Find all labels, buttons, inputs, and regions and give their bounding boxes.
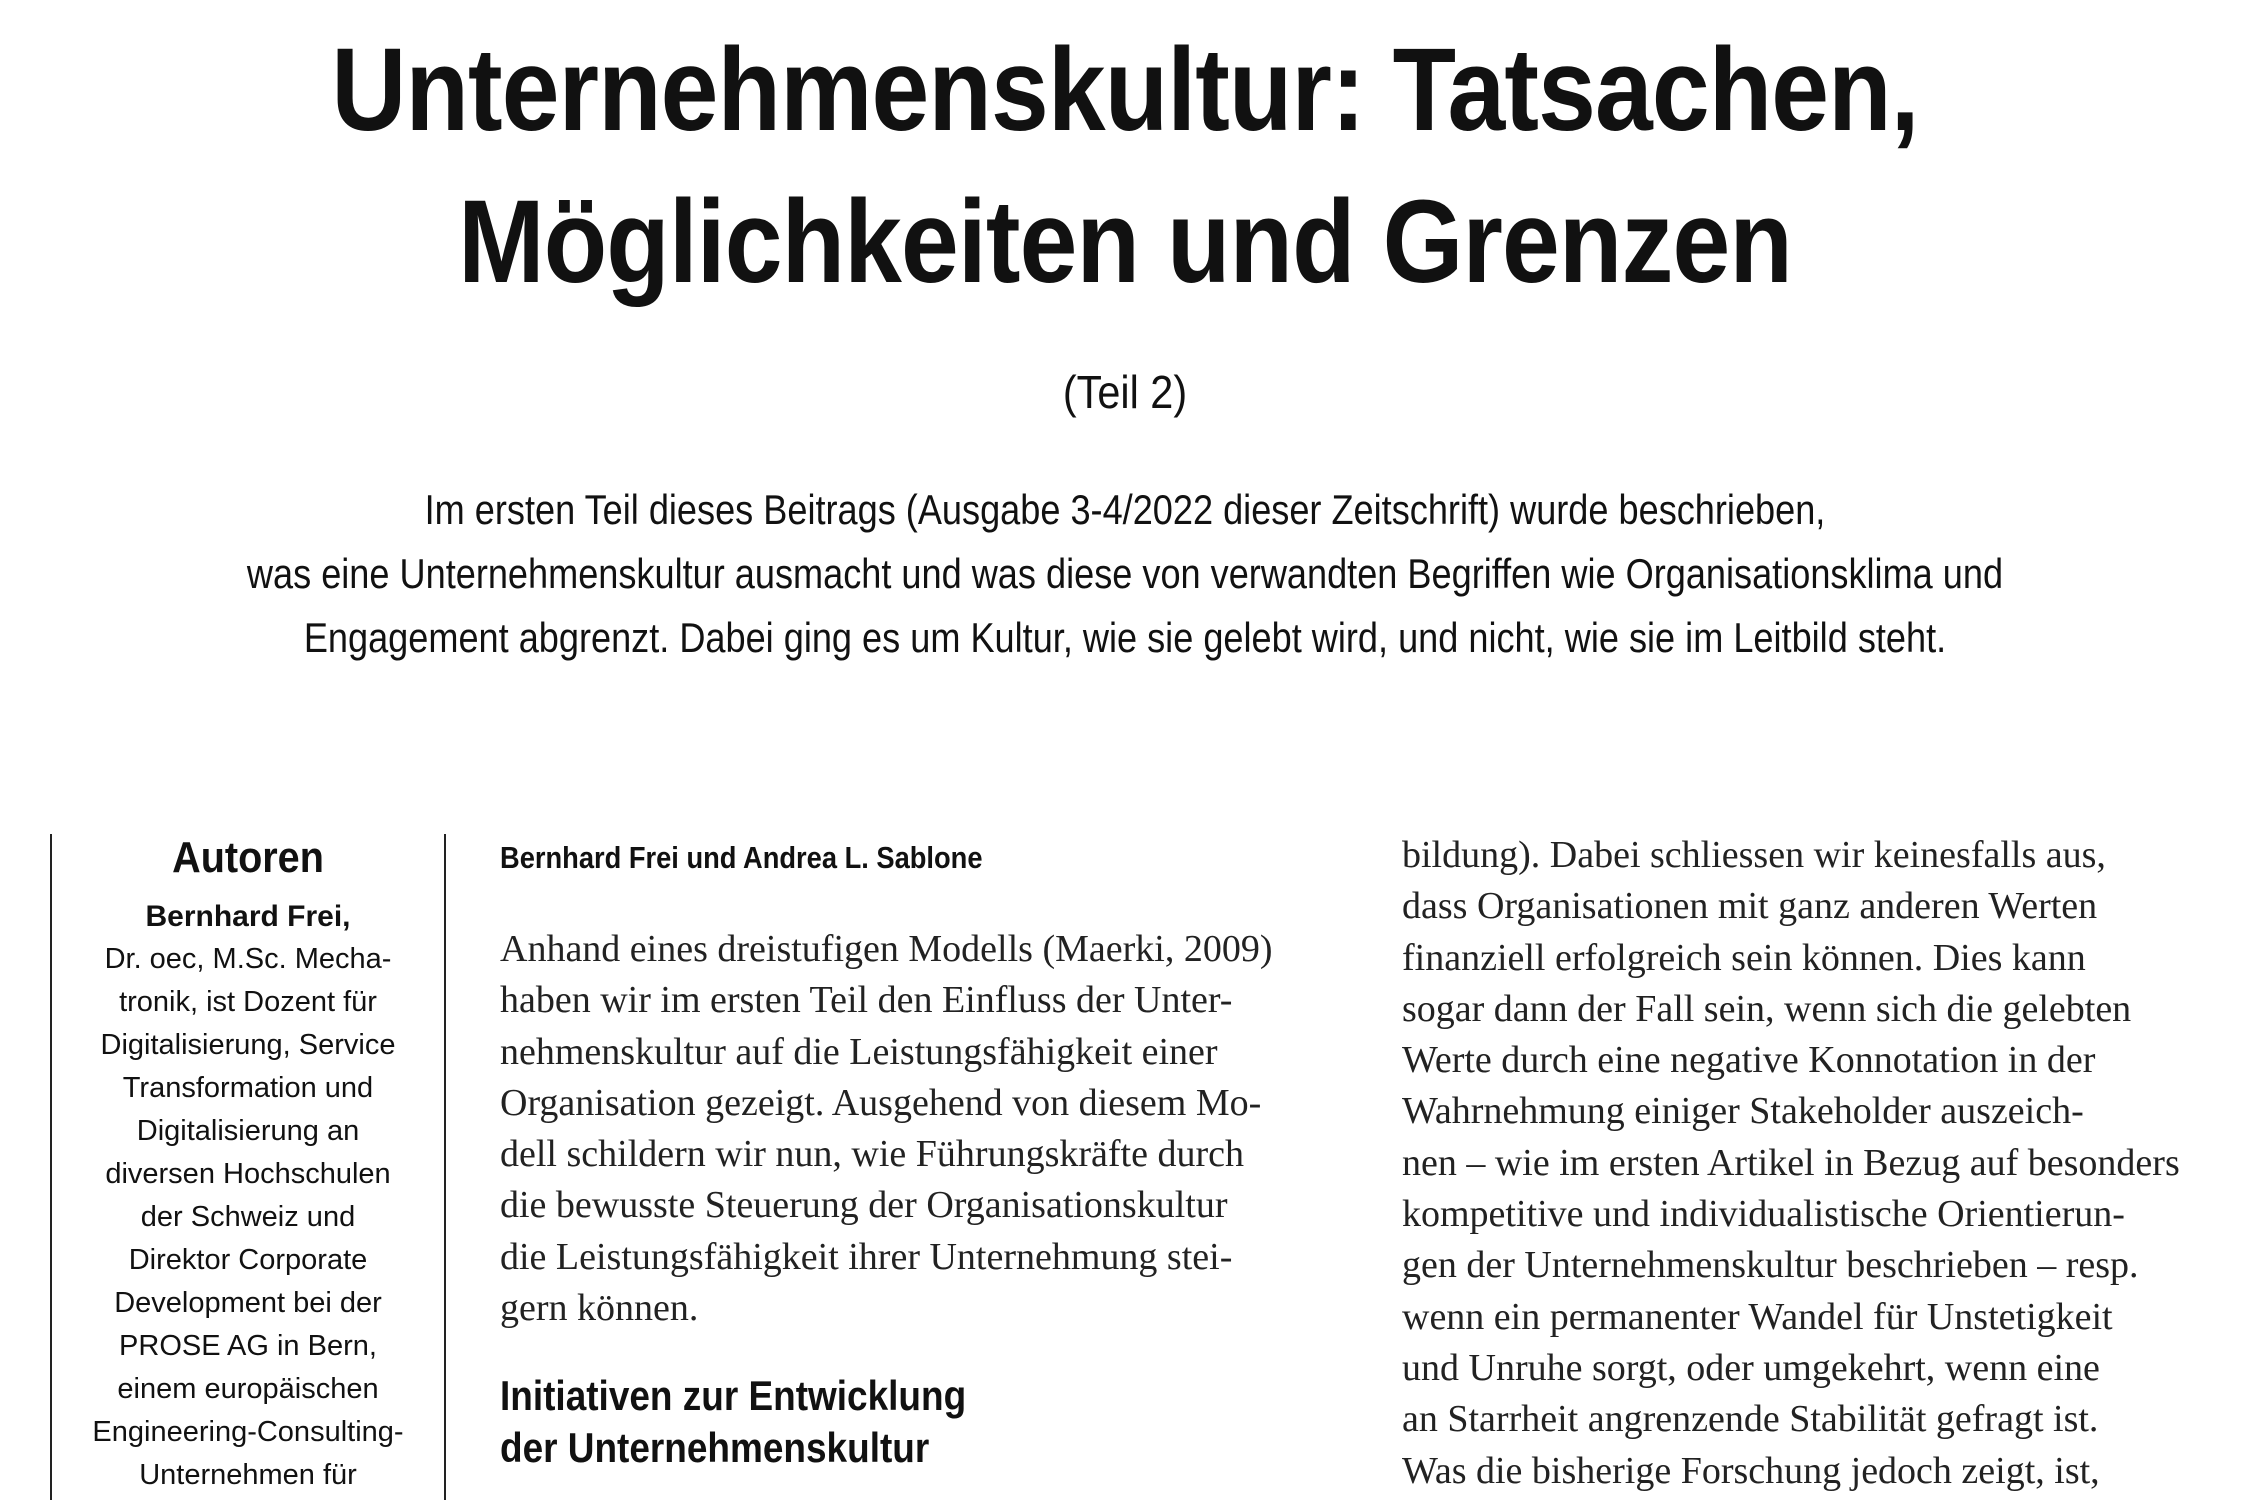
authors-heading: Autoren xyxy=(172,834,324,882)
bio-line: tronik, ist Dozent für xyxy=(119,986,377,1018)
bio-line: Engineering-Consulting- xyxy=(92,1416,404,1448)
bio-line: einem europäischen xyxy=(117,1373,379,1405)
lead-paragraph xyxy=(158,478,2093,670)
right-column-text xyxy=(1402,830,2250,1497)
text-line: wenn ein permanenter Wandel für Unstetigkeit xyxy=(1402,1295,2113,1338)
text-line: kompetitive und individualistische Orientierun- xyxy=(1402,1193,2125,1236)
article-title xyxy=(135,14,2115,318)
author-bio xyxy=(52,938,444,1497)
text-line: und Unruhe sorgt, oder umgekehrt, wenn eine xyxy=(1402,1346,2100,1389)
paragraph-line: Anhand eines dreistufigen Modells (Maerki, 2009) xyxy=(500,928,1273,970)
bio-line: Development bei der xyxy=(114,1287,382,1319)
bio-line: Dr. oec, M.Sc. Mecha- xyxy=(104,943,392,975)
authors-sidebar xyxy=(50,834,446,1500)
title-line: Möglichkeiten und Grenzen xyxy=(458,176,1792,308)
text-line: gen der Unternehmenskultur beschrieben – resp. xyxy=(1402,1244,2139,1287)
text-line: an Starrheit angrenzende Stabilität gefragt ist. xyxy=(1402,1398,2099,1441)
intro-paragraph xyxy=(500,924,1360,1334)
bio-line: PROSE AG in Bern, xyxy=(119,1330,377,1362)
bio-line: Digitalisierung, Service xyxy=(100,1029,396,1061)
text-line: nen – wie im ersten Artikel in Bezug auf besonders xyxy=(1402,1141,2180,1184)
text-line: Was die bisherige Forschung jedoch zeigt, ist, xyxy=(1402,1449,2100,1492)
lead-line: Im ersten Teil dieses Beitrags (Ausgabe 3-4/2022 dieser Zeitschrift) wurde beschrieben, xyxy=(424,486,1826,533)
byline: Bernhard Frei und Andrea L. Sablone xyxy=(500,840,983,875)
bio-line: Unternehmen für xyxy=(139,1459,357,1491)
paragraph-line: die bewusste Steuerung der Organisationskultur xyxy=(500,1184,1228,1227)
heading-line: Initiativen zur Entwicklung xyxy=(500,1372,967,1420)
text-line: Werte durch eine negative Konnotation in der xyxy=(1402,1039,2096,1082)
heading-line: der Unternehmenskultur xyxy=(500,1424,930,1472)
paragraph-line: gern können. xyxy=(500,1287,699,1330)
bio-line: Transformation und xyxy=(122,1072,374,1104)
lead-line: Engagement abgrenzt. Dabei ging es um Kultur, wie sie gelebt wird, und nicht, wie sie im Leitbild steht. xyxy=(303,614,1947,661)
text-line: bildung). Dabei schliessen wir keinesfalls aus, xyxy=(1402,834,2106,876)
paragraph-line: nehmenskultur auf die Leistungsfähigkeit einer xyxy=(500,1030,1218,1073)
bio-line: Direktor Corporate xyxy=(128,1244,368,1276)
middle-column xyxy=(500,834,1360,1474)
bio-line: diversen Hochschulen xyxy=(105,1158,391,1190)
paragraph-line: haben wir im ersten Teil den Einfluss der Unter- xyxy=(500,979,1233,1022)
title-line: Unternehmenskultur: Tatsachen, xyxy=(331,24,1919,156)
section-heading xyxy=(500,1370,1257,1474)
bio-line: der Schweiz und xyxy=(140,1201,356,1233)
paragraph-line: die Leistungsfähigkeit ihrer Unternehmung stei- xyxy=(500,1235,1233,1278)
author-name: Bernhard Frei, xyxy=(145,900,351,933)
lead-line: was eine Unternehmenskultur ausmacht und was diese von verwandten Begriffen wie Organisationsklima und xyxy=(246,550,2004,597)
bio-line: Digitalisierung an xyxy=(136,1115,360,1147)
text-line: finanziell erfolgreich sein können. Dies kann xyxy=(1402,936,2086,979)
text-line: dass Organisationen mit ganz anderen Werten xyxy=(1402,885,2098,928)
part-label: (Teil 2) xyxy=(1062,366,1188,418)
paragraph-line: dell schildern wir nun, wie Führungskräfte durch xyxy=(500,1133,1244,1176)
paragraph-line: Organisation gezeigt. Ausgehend von diesem Mo- xyxy=(500,1081,1262,1124)
text-line: sogar dann der Fall sein, wenn sich die gelebten xyxy=(1402,987,2132,1030)
text-line: Wahrnehmung einiger Stakeholder auszeich- xyxy=(1402,1090,2084,1133)
